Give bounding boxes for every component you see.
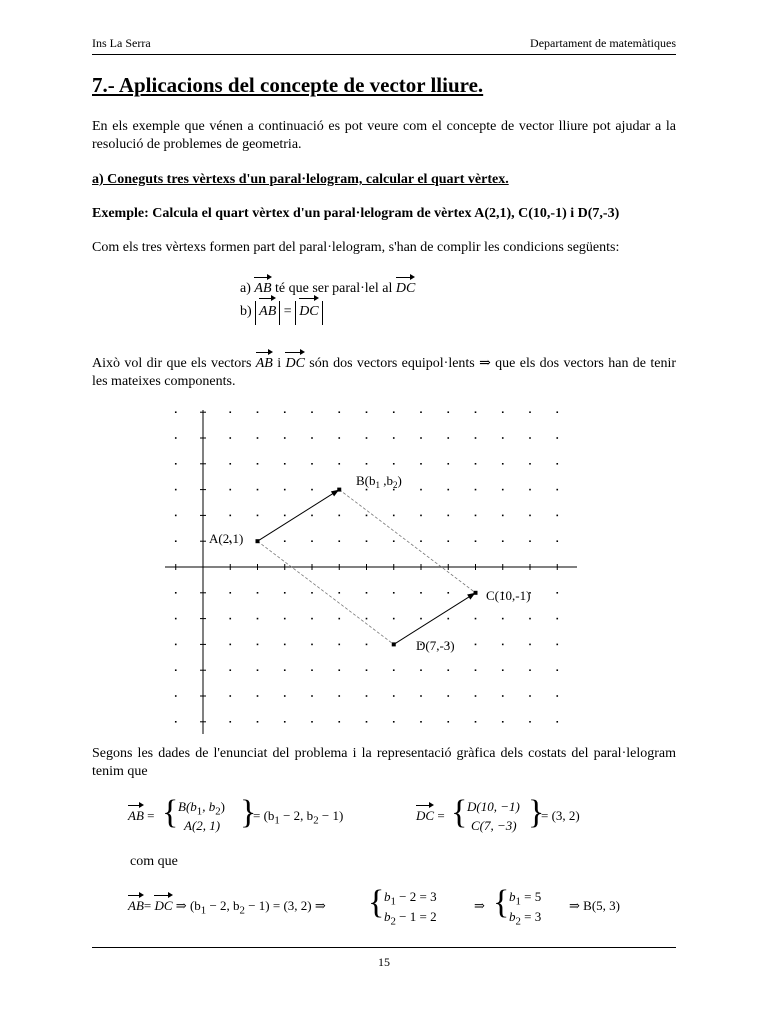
grid-dot <box>257 644 259 646</box>
system2-brace: { <box>493 884 510 921</box>
grid-dot <box>366 695 368 697</box>
grid-dot <box>366 463 368 465</box>
grid-dot <box>556 540 558 542</box>
grid-dot <box>311 721 313 723</box>
grid-dot <box>447 489 449 491</box>
grid-dot <box>502 437 504 439</box>
grid-dot <box>366 592 368 594</box>
grid-dot <box>529 721 531 723</box>
grid-dot <box>556 618 558 620</box>
grid-dot <box>393 437 395 439</box>
point-b-marker <box>337 488 341 492</box>
eq2-top: D(10, −1) <box>467 799 520 814</box>
grid-dot <box>529 515 531 517</box>
point-b-label: $B(b_1$ $,b_2$) <box>356 473 402 490</box>
grid-dot <box>284 515 286 517</box>
grid-dot <box>447 592 449 594</box>
grid-dot <box>366 644 368 646</box>
grid-dot <box>338 463 340 465</box>
grid-dot <box>447 618 449 620</box>
grid-dot <box>175 515 177 517</box>
brace-right: } <box>240 794 257 831</box>
grid-dot <box>475 515 477 517</box>
grid-dot <box>311 644 313 646</box>
grid-dot <box>447 437 449 439</box>
subsection-heading: a) Coneguts tres vèrtexs d'un paral·lelogram, calcular el quart vèrtex. <box>92 172 509 187</box>
implies-arrow: ⇒ <box>474 898 485 913</box>
eq1-top: $B(b_1$, $b_2$) <box>178 799 225 818</box>
grid-dot <box>284 411 286 413</box>
grid-dot <box>447 695 449 697</box>
grid-dot <box>502 721 504 723</box>
vector-ab-arrow <box>258 490 340 542</box>
grid-dot <box>420 592 422 594</box>
grid-dot <box>311 592 313 594</box>
grid-dot <box>284 669 286 671</box>
grid-dot <box>393 540 395 542</box>
grid-dot <box>556 669 558 671</box>
grid-dot <box>393 721 395 723</box>
grid-dot <box>502 644 504 646</box>
grid-dot <box>556 721 558 723</box>
grid-dot <box>229 721 231 723</box>
grid-dot <box>338 618 340 620</box>
vector-dc: DC <box>285 356 305 371</box>
grid-dot <box>475 695 477 697</box>
grid-dot <box>366 515 368 517</box>
footer-rule <box>92 947 676 948</box>
grid-dot <box>175 437 177 439</box>
grid-dot <box>502 411 504 413</box>
grid-dot <box>284 437 286 439</box>
grid-dot <box>556 515 558 517</box>
equation-dc: DC = <box>416 808 445 823</box>
grid-dot <box>311 540 313 542</box>
grid-dot <box>529 489 531 491</box>
grid-dot <box>338 437 340 439</box>
grid-dot <box>338 592 340 594</box>
brace-right: } <box>528 794 545 831</box>
system2-bottom: $b_2 = 3$ <box>509 909 542 928</box>
conditions-intro: Com els tres vèrtexs formen part del paral·lelogram, s'han de complir les condicions següents: <box>92 240 620 255</box>
grid-dot <box>502 540 504 542</box>
grid-dot <box>529 618 531 620</box>
section-title: 7.- Aplicacions del concepte de vector lliure. <box>92 73 484 97</box>
grid-dot <box>556 437 558 439</box>
equip-and: i <box>277 356 282 371</box>
grid-dot <box>257 721 259 723</box>
grid-dot <box>475 489 477 491</box>
grid-dot <box>502 618 504 620</box>
grid-dot <box>175 695 177 697</box>
grid-dot <box>475 437 477 439</box>
grid-dot <box>393 463 395 465</box>
grid-dot <box>229 463 231 465</box>
grid-dot <box>502 695 504 697</box>
condition-b-equals: = <box>283 304 292 319</box>
vector-ab: AB <box>128 808 144 823</box>
grid-dot <box>475 411 477 413</box>
grid-dot <box>447 540 449 542</box>
grid-dot <box>556 463 558 465</box>
grid-dot <box>366 618 368 620</box>
grid-dot <box>447 515 449 517</box>
segons-paragraph: Segons les dades de l'enunciat del problema i la representació gràfica dels costats del paral·lelogram tenim que <box>92 746 676 779</box>
grid-dot <box>529 695 531 697</box>
grid-dot <box>393 411 395 413</box>
grid-dot <box>393 669 395 671</box>
final-result: ⇒ B(5, 3) <box>569 898 620 913</box>
grid-dot <box>175 669 177 671</box>
side-ad <box>258 541 394 644</box>
grid-dot <box>556 411 558 413</box>
grid-dot <box>311 618 313 620</box>
grid-dot <box>420 540 422 542</box>
grid-dot <box>257 695 259 697</box>
grid-dot <box>447 721 449 723</box>
grid-dot <box>420 411 422 413</box>
grid-dot <box>257 411 259 413</box>
vector-dc: DC <box>416 808 435 823</box>
grid-dot <box>420 721 422 723</box>
grid-dot <box>229 515 231 517</box>
equip-text-before: Això vol dir que els vectors <box>92 356 252 371</box>
vector-dc: DC <box>395 281 416 296</box>
grid-dot <box>229 411 231 413</box>
grid-dot <box>338 540 340 542</box>
grid-dot <box>311 411 313 413</box>
grid-dot <box>284 618 286 620</box>
grid-dot <box>366 489 368 491</box>
system1-brace: { <box>368 884 385 921</box>
grid-dot <box>502 489 504 491</box>
com-que: com que <box>130 854 178 869</box>
eq1-bottom: A(2, 1) <box>184 818 221 833</box>
grid-dot <box>311 515 313 517</box>
grid-dot <box>475 463 477 465</box>
grid-dot <box>311 463 313 465</box>
grid-dot <box>475 644 477 646</box>
grid-dot <box>502 463 504 465</box>
vector-dc-arrow <box>394 593 476 645</box>
grid-dot <box>338 695 340 697</box>
grid-dot <box>257 592 259 594</box>
vector-dc: DC <box>154 898 173 913</box>
grid-dot <box>529 540 531 542</box>
grid-dot <box>475 669 477 671</box>
brace-left: { <box>451 794 468 831</box>
point-d-label: D(7,-3) <box>416 638 455 653</box>
grid-dot <box>475 721 477 723</box>
point-c-label: C(10,-1) <box>486 588 531 603</box>
grid-dot <box>229 489 231 491</box>
grid-dot <box>475 540 477 542</box>
grid-dot <box>311 437 313 439</box>
grid-dot <box>284 463 286 465</box>
system1-top: $b_1 - 2 = 3$ <box>384 889 437 908</box>
vector-ab-magnitude: AB <box>259 301 276 323</box>
grid-dot <box>229 437 231 439</box>
grid-dot <box>311 489 313 491</box>
grid-dot <box>529 463 531 465</box>
grid-dot <box>229 669 231 671</box>
grid-dot <box>284 721 286 723</box>
grid-dot <box>175 644 177 646</box>
grid-dot <box>502 669 504 671</box>
eq2-result: = (3, 2) <box>541 808 580 823</box>
point-a-label: A(2,1) <box>209 531 244 546</box>
eq1-result: = ($b_1 - 2$, $b_2 - 1$) <box>253 808 344 827</box>
grid-dot <box>284 592 286 594</box>
grid-dot <box>420 618 422 620</box>
grid-dot <box>420 489 422 491</box>
grid-dot <box>420 669 422 671</box>
grid-dot <box>175 489 177 491</box>
grid-dot <box>229 592 231 594</box>
grid-dot <box>257 463 259 465</box>
vector-ab: AB <box>128 898 144 913</box>
intro-paragraph: En els exemple que vénen a continuació es pot veure com el concepte de vector lliure pot ajudar a la resolució de problemes de geometria. <box>92 119 676 152</box>
grid-dot <box>175 721 177 723</box>
grid-dot <box>366 669 368 671</box>
grid-dot <box>284 489 286 491</box>
grid-dot <box>284 644 286 646</box>
grid-dot <box>475 618 477 620</box>
grid-dot <box>175 411 177 413</box>
grid-dot <box>393 618 395 620</box>
grid-dot <box>257 489 259 491</box>
grid-dot <box>556 592 558 594</box>
header-department: Departament de matemàtiques <box>530 36 676 50</box>
grid-dot <box>257 669 259 671</box>
grid-dot <box>338 669 340 671</box>
grid-dot <box>257 515 259 517</box>
grid-dot <box>175 618 177 620</box>
grid-dot <box>311 669 313 671</box>
header-school: Ins La Serra <box>92 36 151 50</box>
point-d-marker <box>392 642 396 646</box>
point-a-marker <box>256 539 260 543</box>
grid-dot <box>502 515 504 517</box>
condition-b-prefix: b) <box>240 304 252 319</box>
system1-bottom: $b_2 - 1 = 2$ <box>384 909 437 928</box>
grid-dot <box>311 695 313 697</box>
eq2-bottom: C(7, −3) <box>471 818 517 833</box>
grid-dot <box>556 695 558 697</box>
grid-dot <box>284 540 286 542</box>
point-c-marker <box>474 591 478 595</box>
grid-dot <box>338 411 340 413</box>
grid-dot <box>393 592 395 594</box>
grid-dot <box>366 540 368 542</box>
side-bc <box>339 490 475 593</box>
equip-text-after: són dos vectors equipol·lents ⇒ que els dos vectors han de tenir les mateixes components. <box>92 356 677 389</box>
grid-dot <box>338 721 340 723</box>
vector-ab: AB <box>255 356 273 371</box>
grid-dot <box>420 463 422 465</box>
grid-dot <box>529 669 531 671</box>
grid-dot <box>420 437 422 439</box>
grid-dot <box>229 695 231 697</box>
grid-dot <box>447 411 449 413</box>
system2-top: $b_1 = 5$ <box>509 889 542 908</box>
vector-ab: AB <box>254 281 272 296</box>
grid-dot <box>529 411 531 413</box>
grid-dot <box>393 695 395 697</box>
grid-dot <box>229 618 231 620</box>
brace-left: { <box>162 794 179 831</box>
grid-dot <box>529 644 531 646</box>
grid-dot <box>229 644 231 646</box>
grid-dot <box>420 515 422 517</box>
grid-dot <box>338 515 340 517</box>
grid-dot <box>175 540 177 542</box>
grid-dot <box>175 463 177 465</box>
equation-ab: AB = <box>128 808 155 823</box>
example-statement: Exemple: Calcula el quart vèrtex d'un paral·lelogram de vèrtex A(2,1), C(10,-1) i D(7,-3) <box>92 206 620 221</box>
condition-a-prefix: a) <box>240 281 251 296</box>
grid-dot <box>338 644 340 646</box>
grid-dot <box>366 411 368 413</box>
condition-a-text: té que ser paral·lel al <box>275 281 393 296</box>
grid-dot <box>366 721 368 723</box>
grid-dot <box>175 592 177 594</box>
grid-dot <box>366 437 368 439</box>
page-number: 15 <box>378 955 390 969</box>
grid-dot <box>393 515 395 517</box>
final-equation: AB= DC ⇒ ($b_1 - 2$, $b_2 - 1) = (3$, 2) ⇒ <box>128 898 326 917</box>
grid-dot <box>447 669 449 671</box>
grid-dot <box>447 463 449 465</box>
grid-dot <box>420 695 422 697</box>
vector-dc-magnitude: DC <box>299 301 318 323</box>
grid-dot <box>284 695 286 697</box>
grid-dot <box>556 489 558 491</box>
grid-dot <box>257 618 259 620</box>
grid-dot <box>257 437 259 439</box>
grid-dot <box>556 644 558 646</box>
grid-dot <box>529 437 531 439</box>
